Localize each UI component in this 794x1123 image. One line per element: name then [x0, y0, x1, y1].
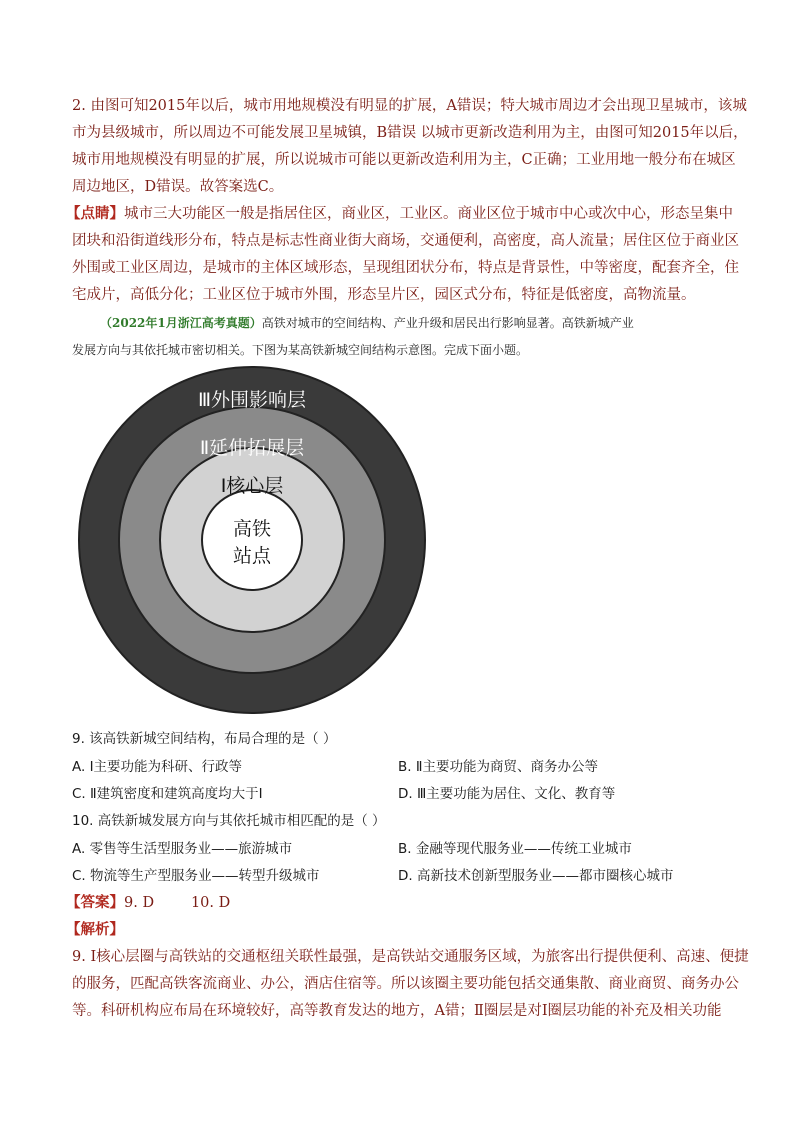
inner-ring-label: Ⅰ核心层: [220, 475, 284, 497]
q10-option-b: B. 金融等现代服务业——传统工业城市: [398, 841, 632, 857]
q9-option-a: A. Ⅰ主要功能为科研、行政等: [72, 759, 243, 775]
center-label-line-2: 站点: [232, 545, 272, 567]
explanation-line-4: 周边地区，D错误。故答案选C。: [72, 179, 284, 195]
tip-text-1: 城市三大功能区一般是指居住区，商业区，工业区。商业区位于城市中心或次中心，形态呈集中: [124, 206, 733, 222]
analysis-label: 【解析】: [66, 921, 124, 938]
tip-line-3: 外围或工业区周边，是城市的主体区域形态，呈现组团状分布，特点是背景性，中等密度，配套齐全，住: [72, 260, 739, 276]
question-intro-text-1: 高铁对城市的空间结构、产业升级和居民出行影响显著。高铁新城产业: [261, 316, 634, 330]
q9-option-b: B. Ⅱ主要功能为商贸、商务办公等: [398, 759, 598, 775]
q10-option-d: D. 高新技术创新型服务业——都市圈核心城市: [398, 868, 674, 884]
answer-line: [66, 893, 716, 913]
question-intro-line-2: 发展方向与其依托城市密切相关。下图为某高铁新城空间结构示意图。完成下面小题。: [72, 343, 529, 357]
answer-label: 【答案】: [66, 894, 124, 911]
tip-label: 【点睛】: [66, 205, 124, 222]
tip-line-4: 宅成片，高低分化；工业区位于城市外围，形态呈片区，园区式分布，特征是低密度，高物流量。: [72, 287, 696, 303]
explanation-line-3: 城市用地规模没有明显的扩展，所以说城市可能以更新改造利用为主，C正确；工业用地一般分布在城区: [72, 152, 736, 168]
middle-ring-label: Ⅱ延伸拓展层: [199, 437, 305, 459]
explanation-line-1: 2. 由图可知2015年以后，城市用地规模没有明显的扩展，A错误；特大城市周边才会出现卫星城市，该城: [72, 98, 747, 114]
q10-stem: 10. 高铁新城发展方向与其依托城市相匹配的是（ ）: [72, 813, 386, 829]
analysis-heading: [66, 920, 716, 940]
analysis-line-2: 的服务，匹配高铁客流商业、办公，酒店住宿等。所以该圈主要功能包括交通集散、商业商贸、商务办公: [72, 976, 739, 992]
tip-line-2: 团块和沿街道线形分布，特点是标志性商业街大商场，交通便利，高密度，高人流量；居住区位于商业区: [72, 233, 739, 249]
center-circle: [202, 490, 302, 590]
q10-option-c: C. 物流等生产型服务业——转型升级城市: [72, 868, 320, 884]
q10-option-a: A. 零售等生活型服务业——旅游城市: [72, 841, 293, 857]
question-source: （2022年1月浙江高考真题）: [100, 316, 262, 330]
q9-stem: 9. 该高铁新城空间结构，布局合理的是（ ）: [72, 731, 337, 747]
analysis-line-1: 9. Ⅰ核心层圈与高铁站的交通枢纽关联性最强，是高铁站交通服务区域，为旅客出行提供便利、高速、便捷: [72, 949, 749, 965]
center-label-line-1: 高铁: [232, 518, 272, 540]
analysis-line-3: 等。科研机构应布局在环境较好，高等教育发达的地方，A错；Ⅱ圈层是对Ⅰ圈层功能的补充及相关功能: [72, 1003, 722, 1019]
q9-option-d: D. Ⅲ主要功能为居住、文化、教育等: [398, 786, 616, 802]
explanation-line-2: 市为县级城市，所以周边不可能发展卫星城镇，B错误 以城市更新改造利用为主，由图可知2015年以后，: [72, 125, 748, 141]
question-intro-line-1: [100, 313, 750, 333]
tip-line-1: [66, 204, 733, 224]
outer-ring-label: Ⅲ外围影响层: [197, 389, 307, 411]
ring-diagram: [72, 362, 432, 718]
q9-option-c: C. Ⅱ建筑密度和建筑高度均大于Ⅰ: [72, 786, 263, 802]
answer-text: 9. D 10. D: [124, 895, 231, 911]
